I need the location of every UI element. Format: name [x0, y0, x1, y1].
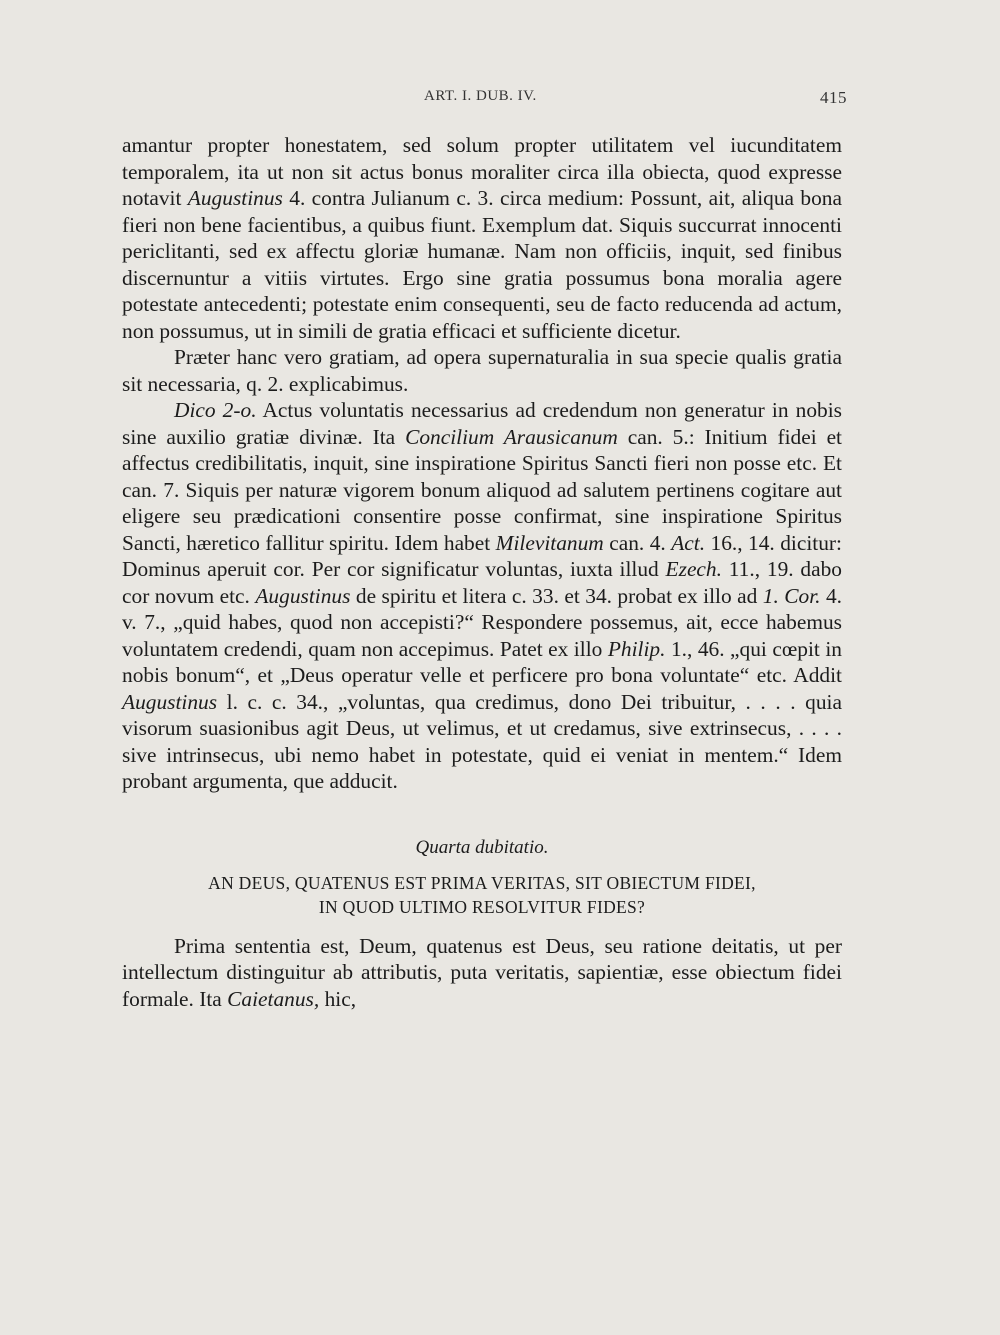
paragraph — [122, 344, 842, 397]
italic-run: Augustinus — [122, 689, 218, 714]
text-run: 4. contra Julianum c. 3. circa medium: Possunt, ait, aliqua bona fieri non bene facientibus, a quibus fiunt. Exemplum dat. Siquis succurrat innocenti periclitanti, sed ex affectu gloriæ humanæ. Nam non officiis, inquit, sed finibus discernuntur a vitiis virtutes. Ergo sine gratia possumus bona moralia agere potestate antecedenti; potestate enim consequenti, seu de facto reducenda ad actum, non possumus, ut in simili de gratia efficaci et sufficiente dicetur. — [122, 186, 842, 343]
section-subheading: Quarta dubitatio. — [415, 836, 549, 858]
paragraph — [122, 933, 842, 1013]
italic-run: Act. — [671, 530, 706, 555]
question-heading-line: IN QUOD ULTIMO RESOLVITUR FIDES? — [318, 896, 646, 917]
italic-run: Augustinus — [187, 186, 283, 210]
italic-run: Concilium Arausicanum — [405, 424, 618, 449]
italic-run: Caietanus, — [227, 986, 320, 1011]
italic-run: Milevitanum — [495, 530, 604, 555]
text-run: l. c. c. 34., „voluntas, qua credimus, dono Dei tribuitur, . . . . quia visorum suasionibus agit Deus, ut velimus, et ut credamus, sive extrinsecus, . . . . sive intrinsecus, ubi nemo habet in potestate, quid ei veniat in mentem.“ Idem probant argumenta, que adducit. — [122, 689, 842, 793]
text-run: 16., 14. dicitur: Dominus aperuit cor. Per cor significatur voluntas, iuxta illud — [122, 530, 842, 581]
text-run: Prima sententia est, Deum, quatenus est Deus, seu ratione deitatis, ut per intellectum distinguitur ab attributis, puta veritatis, sapientiæ, esse obiectum fidei formale. Ita — [122, 933, 842, 1011]
text-run: Actus voluntatis necessarius ad credendum non generatur in nobis sine auxilio gratiæ divinæ. Ita — [122, 398, 842, 449]
text-run: hic, — [319, 986, 357, 1011]
question-heading — [122, 871, 842, 919]
paragraph — [122, 397, 842, 795]
italic-run: Philip. — [607, 636, 666, 661]
italic-run: 1. Cor. — [762, 583, 821, 608]
italic-run: Ezech. — [665, 557, 722, 581]
italic-run: Dico 2-o. — [174, 398, 257, 422]
paragraph — [122, 132, 842, 344]
page-number: 415 — [820, 88, 847, 107]
body-text — [122, 132, 842, 1012]
text-run: 1., 46. „qui cœpit in nobis bonum“, et „Deus operatur velle et perficere pro bona voluntate“ etc. Addit — [122, 636, 842, 687]
text-run: amantur propter honestatem, sed solum propter utilitatem vel iucunditatem temporalem, ita ut non sit actus bonus moraliter circa illa obiecta, quod expresse notavit — [122, 133, 842, 210]
italic-run: Augustinus — [255, 583, 351, 608]
text-run: can. 4. — [603, 530, 672, 555]
text-run: de spiritu et litera c. 33. et 34. probat ex illo ad — [350, 583, 763, 608]
text-run: can. 5.: Initium fidei et affectus credibilitatis, inquit, sine inspiratione Spiritus Sancti fieri non posse etc. Et can. 7. Siquis per naturæ vigorem bonum aliquod ad salutem pertinens cogitare aut eligere seu prædicationi consentire posse confirmat, sine inspiratione Spiritus Sancti, hæretico fallitur spiritu. Idem habet — [122, 424, 843, 555]
running-header — [122, 88, 847, 112]
running-title: ART. I. DUB. IV. — [424, 88, 537, 104]
question-heading-line: AN DEUS, QUATENUS EST PRIMA VERITAS, SIT OBIECTUM FIDEI, — [208, 872, 756, 893]
text-run: 4. v. 7., „quid habes, quod non accepisti?“ Respondere possemus, ait, ecce habemus voluntatem credendi, quam non accepimus. Patet ex illo — [122, 583, 843, 661]
text-run: Præter hanc vero gratiam, ad opera supernaturalia in sua specie qualis gratia sit necessaria, q. 2. explicabimus. — [122, 345, 842, 396]
text-run: 11., 19. dabo cor novum etc. — [122, 557, 842, 608]
